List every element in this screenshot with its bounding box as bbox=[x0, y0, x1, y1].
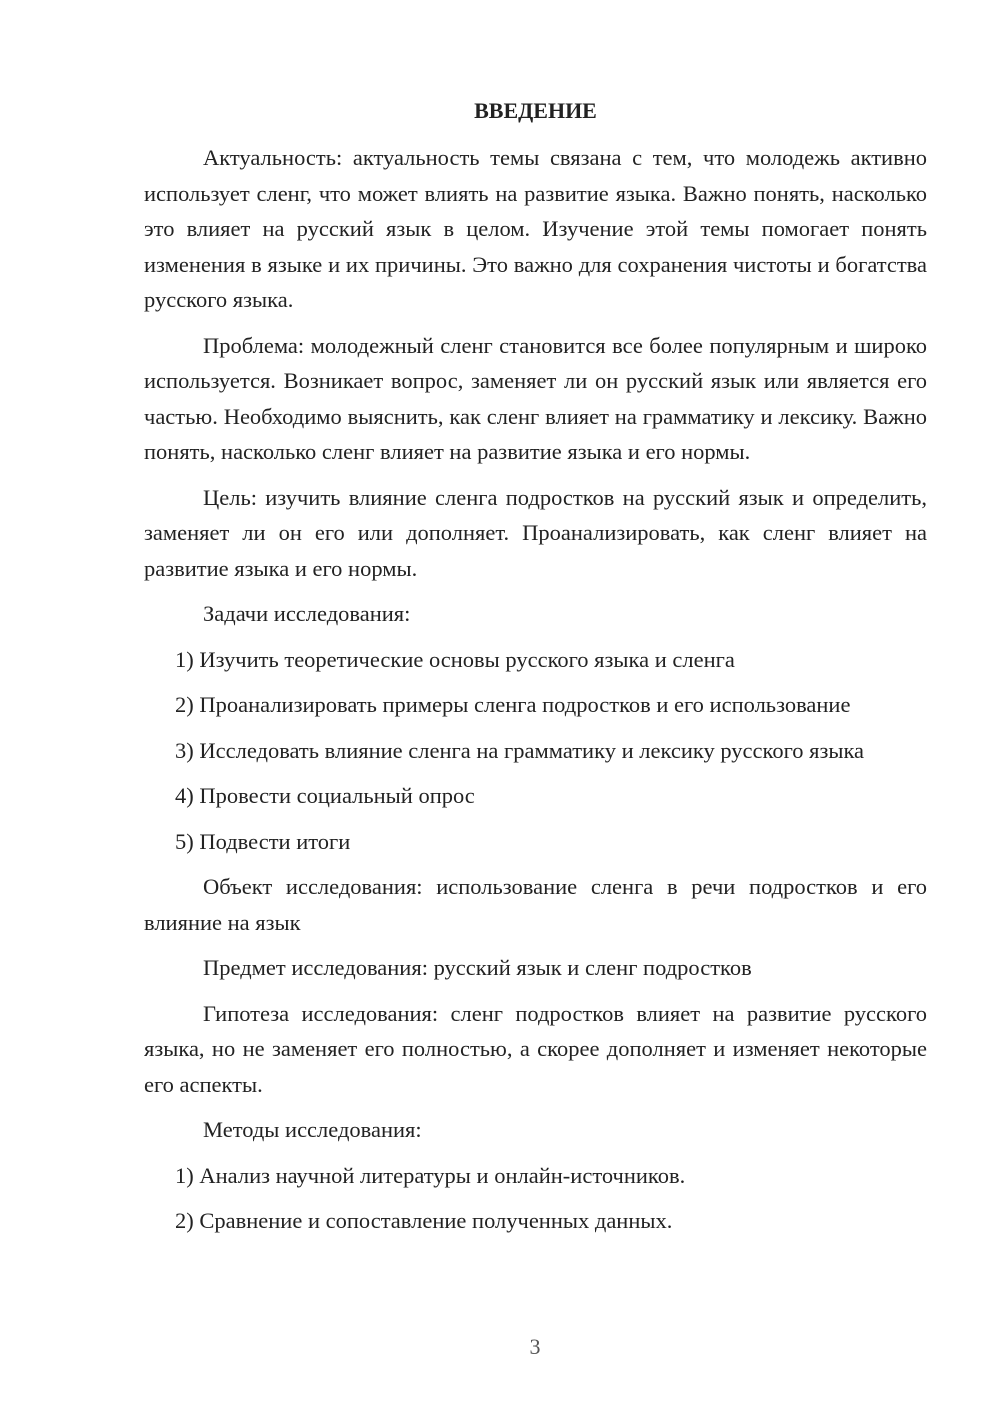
task-item: 2) Проанализировать примеры сленга подростков и его использование bbox=[175, 692, 851, 717]
object-paragraph: Объект исследования: использование сленга в речи подростков и его влияние на язык bbox=[144, 874, 927, 935]
goal-paragraph: Цель: изучить влияние сленга подростков на русский язык и определить, заменяет ли он его или дополняет. Проанализировать, как сленг влияет на развитие языка и его нормы. bbox=[144, 484, 927, 581]
page-number: 3 bbox=[529, 1334, 541, 1359]
method-item: 1) Анализ научной литературы и онлайн-источников. bbox=[175, 1162, 686, 1188]
tasks-heading: Задачи исследования: bbox=[203, 601, 411, 626]
subject-paragraph: Предмет исследования: русский язык и сленг подростков bbox=[203, 955, 752, 980]
actuality-paragraph: Актуальность: актуальность темы связана с тем, что молодежь активно использует сленг, что может влиять на развитие языка. Важно понять, насколько это влияет на русский язык в целом. Изучение этой темы помогает понять изменения в языке и их причины. Это важно для сохранения чистоты и богатства русского языка. bbox=[144, 145, 927, 312]
problem-paragraph: Проблема: молодежный сленг становится все более популярным и широко используется. Возникает вопрос, заменяет ли он русский язык или является его частью. Необходимо выяснить, как сленг влияет на грамматику и лексику. Важно понять, насколько сленг влияет на развитие языка и его нормы. bbox=[144, 332, 927, 464]
task-item: 4) Провести социальный опрос bbox=[175, 783, 475, 808]
page-title: ВВЕДЕНИЕ bbox=[474, 98, 597, 123]
methods-heading: Методы исследования: bbox=[203, 1117, 422, 1142]
task-item: 5) Подвести итоги bbox=[175, 828, 351, 854]
task-item: 3) Исследовать влияние сленга на грамматику и лексику русского языка bbox=[175, 737, 865, 763]
task-item: 1) Изучить теоретические основы русского языка и сленга bbox=[175, 646, 735, 672]
document-body bbox=[144, 96, 927, 1249]
method-item: 2) Сравнение и сопоставление полученных данных. bbox=[175, 1208, 673, 1233]
hypothesis-paragraph: Гипотеза исследования: сленг подростков влияет на развитие русского языка, но не заменяет его полностью, а скорее дополняет и изменяет некоторые его аспекты. bbox=[144, 1000, 927, 1097]
